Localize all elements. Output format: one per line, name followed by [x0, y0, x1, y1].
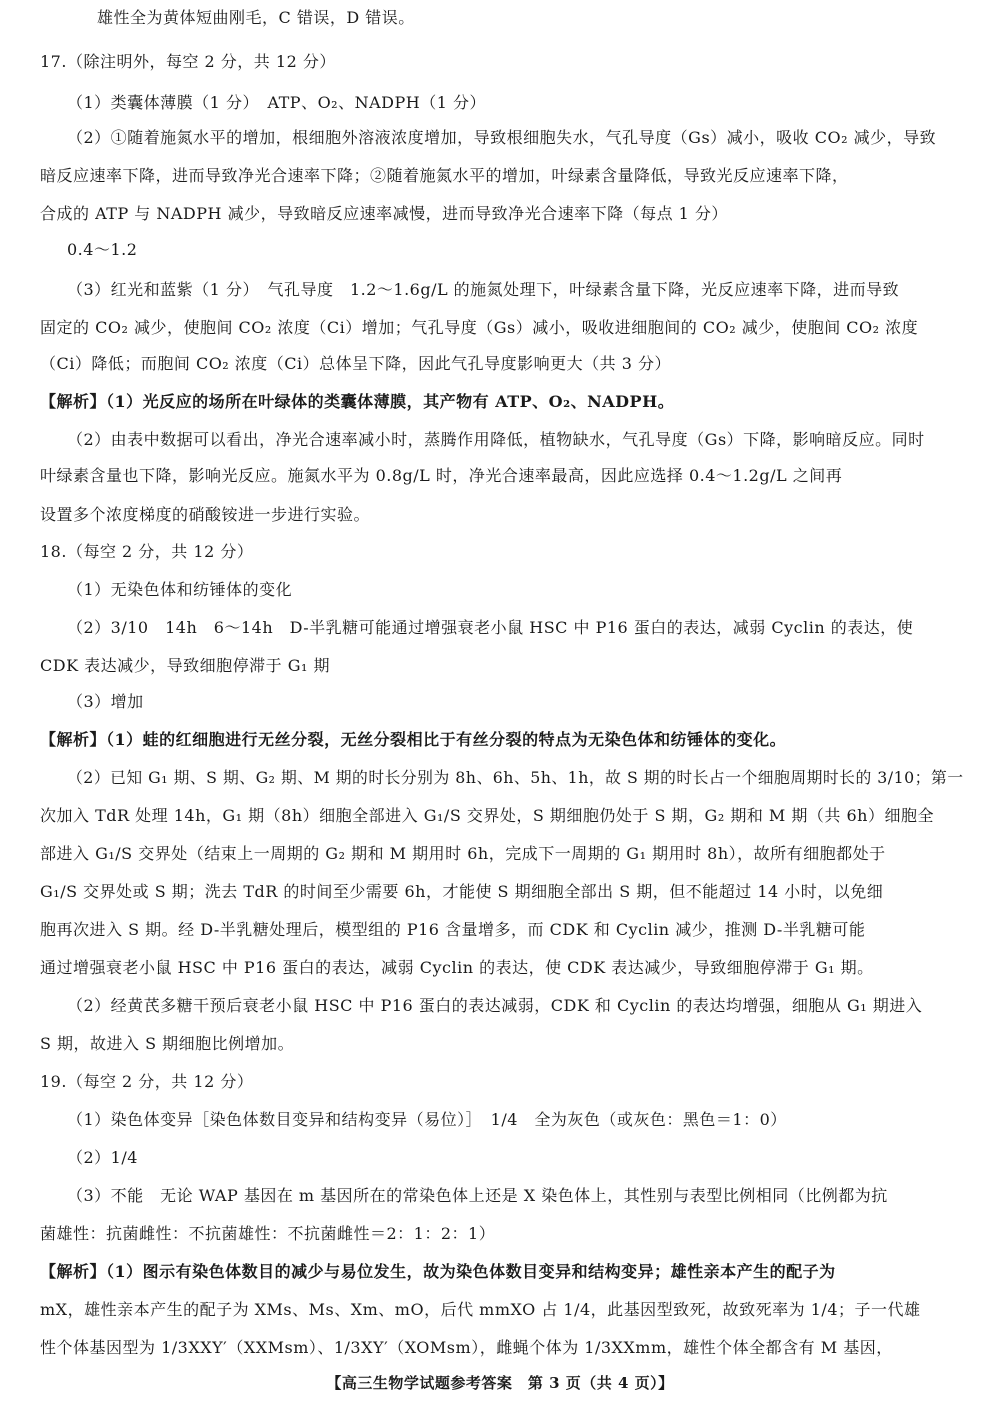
text-line: （3）不能 无论 WAP 基因在 m 基因所在的常染色体上还是 X 染色体上，其性别与表型比例相同（比例都为抗 — [67, 1186, 888, 1205]
page-footer: 【高三生物学试题参考答案 第 3 页（共 4 页）】 — [326, 1374, 674, 1392]
text-line: S 期，故进入 S 期细胞比例增加。 — [40, 1034, 295, 1053]
text-line: （Ci）降低；而胞间 CO₂ 浓度（Ci）总体呈下降，因此气孔导度影响更大（共 3 分） — [40, 354, 672, 373]
text-line: 胞再次进入 S 期。经 D-半乳糖处理后，模型组的 P16 含量增多，而 CDK 和 Cyclin 减少，推测 D-半乳糖可能 — [40, 920, 866, 939]
text-line: 设置多个浓度梯度的硝酸铵进一步进行实验。 — [40, 505, 371, 524]
text-line: （1）无染色体和纺锤体的变化 — [67, 580, 293, 599]
text-line: （2）3/10 14h 6～14h D-半乳糖可能通过增强衰老小鼠 HSC 中 P16 蛋白的表达，减弱 Cyclin 的表达，使 — [67, 618, 914, 637]
text-line: （2）由表中数据可以看出，净光合速率减小时，蒸腾作用降低，植物缺水，气孔导度（Gs）下降，影响暗反应。同时 — [67, 430, 925, 449]
text-line: 通过增强衰老小鼠 HSC 中 P16 蛋白的表达，减弱 Cyclin 的表达，使 CDK 表达减少，导致细胞停滞于 G₁ 期。 — [40, 958, 874, 977]
text-line: （3）红光和蓝紫（1 分） 气孔导度 1.2～1.6g/L 的施氮处理下，叶绿素含量下降，光反应速率下降，进而导致 — [67, 280, 900, 299]
text-line: （3）增加 — [67, 692, 144, 711]
analysis-line: 【解析】（1）光反应的场所在叶绿体的类囊体薄膜，其产物有 ATP、O₂、NADPH。 — [40, 392, 675, 411]
analysis-line: 【解析】（1）蛙的红细胞进行无丝分裂，无丝分裂相比于有丝分裂的特点为无染色体和纺锤体的变化。 — [40, 730, 787, 749]
question-19-heading: 19.（每空 2 分，共 12 分） — [40, 1072, 254, 1091]
text-line: （2）①随着施氮水平的增加，根细胞外溶液浓度增加，导致根细胞失水，气孔导度（Gs）减小，吸收 CO₂ 减少，导致 — [67, 128, 937, 147]
text-line: CDK 表达减少，导致细胞停滞于 G₁ 期 — [40, 656, 330, 675]
text-line: 菌雄性：抗菌雌性：不抗菌雄性：不抗菌雌性＝2：1：2：1） — [40, 1224, 496, 1243]
text-line: 雄性全为黄体短曲刚毛，C 错误，D 错误。 — [97, 8, 415, 27]
text-line: 叶绿素含量也下降，影响光反应。施氮水平为 0.8g/L 时，净光合速率最高，因此应选择 0.4～1.2g/L 之间再 — [40, 466, 843, 485]
text-line: 0.4～1.2 — [67, 240, 138, 259]
question-17-heading: 17.（除注明外，每空 2 分，共 12 分） — [40, 52, 336, 71]
text-line: （2）已知 G₁ 期、S 期、G₂ 期、M 期的时长分别为 8h、6h、5h、1h，故 S 期的时长占一个细胞周期时长的 3/10；第一 — [67, 768, 964, 787]
text-line: 合成的 ATP 与 NADPH 减少，导致暗反应速率减慢，进而导致净光合速率下降（每点 1 分） — [40, 204, 728, 223]
text-line: G₁/S 交界处或 S 期；洗去 TdR 的时间至少需要 6h，才能使 S 期细胞全部出 S 期，但不能超过 14 小时，以免细 — [40, 882, 884, 901]
question-18-heading: 18.（每空 2 分，共 12 分） — [40, 542, 254, 561]
text-line: 部进入 G₁/S 交界处（结束上一周期的 G₂ 期和 M 期用时 6h，完成下一周期的 G₁ 期用时 8h），故所有细胞都处于 — [40, 844, 886, 863]
text-line: 固定的 CO₂ 减少，使胞间 CO₂ 浓度（Ci）增加；气孔导度（Gs）减小，吸收进细胞间的 CO₂ 减少，使胞间 CO₂ 浓度 — [40, 318, 919, 337]
text-line: （2）1/4 — [67, 1148, 138, 1167]
text-line: 性个体基因型为 1/3XXY′（XXMsm）、1/3XY′（XOMsm），雌蝇个体为 1/3XXmm，雄性个体全都含有 M 基因， — [40, 1338, 893, 1357]
text-line: 暗反应速率下降，进而导致净光合速率下降；②随着施氮水平的增加，叶绿素含量降低，导致光反应速率下降， — [40, 166, 849, 185]
text-line: 次加入 TdR 处理 14h，G₁ 期（8h）细胞全部进入 G₁/S 交界处，S 期细胞仍处于 S 期，G₂ 期和 M 期（共 6h）细胞全 — [40, 806, 934, 825]
text-line: mX，雄性亲本产生的配子为 XMs、Ms、Xm、mO，后代 mmXO 占 1/4，此基因型致死，故致死率为 1/4；子一代雄 — [40, 1300, 921, 1319]
text-line: （1）类囊体薄膜（1 分） ATP、O₂、NADPH（1 分） — [67, 93, 486, 112]
text-line: （2）经黄芪多糖干预后衰老小鼠 HSC 中 P16 蛋白的表达减弱，CDK 和 Cyclin 的表达均增强，细胞从 G₁ 期进入 — [67, 996, 923, 1015]
analysis-line: 【解析】（1）图示有染色体数目的减少与易位发生，故为染色体数目变异和结构变异；雄性亲本产生的配子为 — [40, 1262, 836, 1281]
text-line: （1）染色体变异［染色体数目变异和结构变异（易位）］ 1/4 全为灰色（或灰色：黑色＝1：0） — [67, 1110, 787, 1129]
